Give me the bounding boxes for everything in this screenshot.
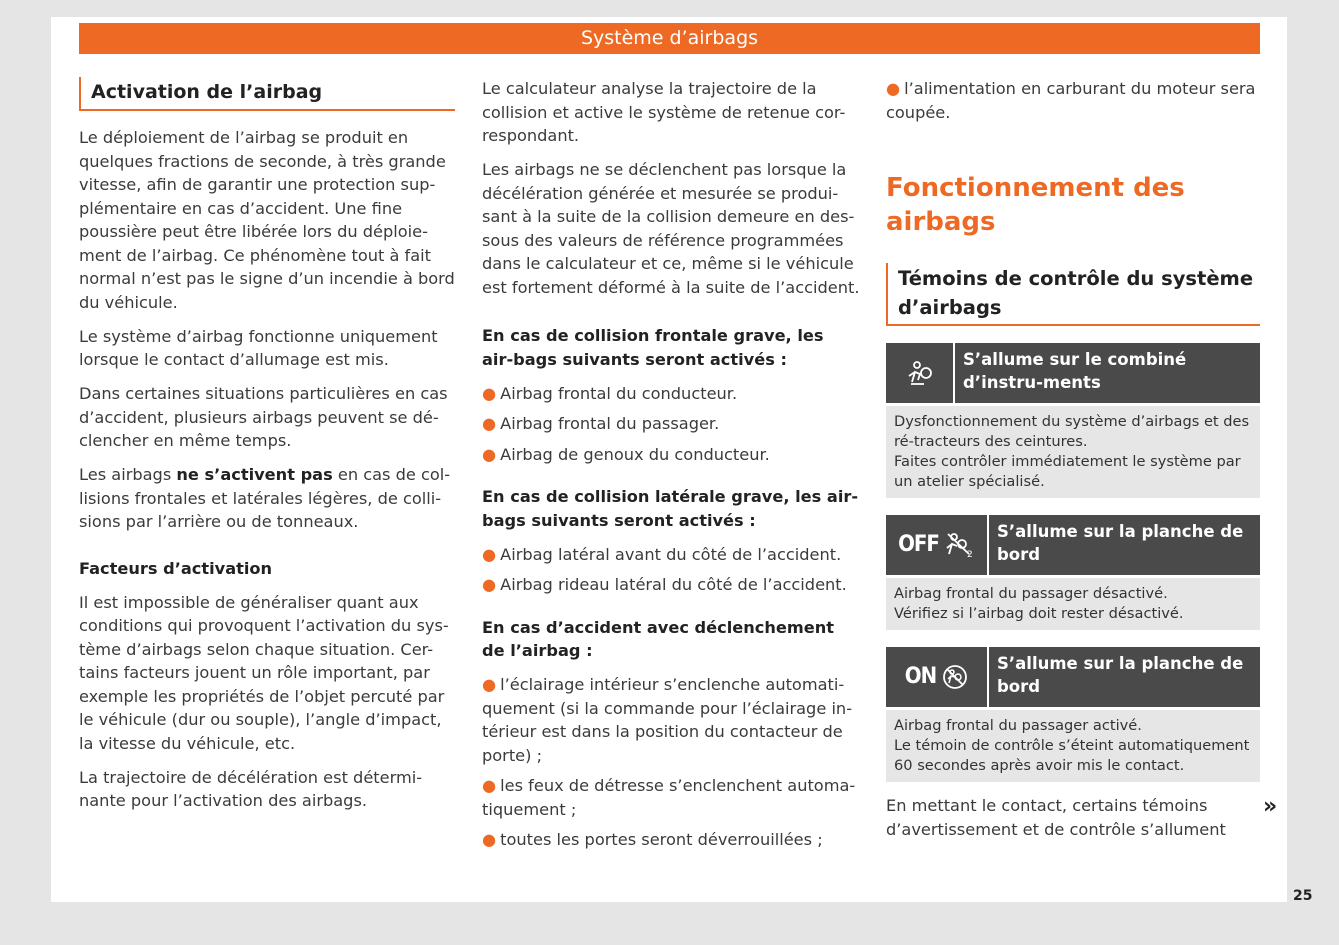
list-item: ● toutes les portes seront déverrouillées ; [482,830,823,849]
bullet-icon: ● [482,444,497,464]
continue-icon: » [1263,794,1278,819]
list-lateral [482,543,860,597]
svg-text:2: 2 [966,550,973,558]
list-item: ● Airbag de genoux du conducteur. [482,444,770,464]
list-item: ● Airbag latéral avant du côté de l’accident. [482,544,842,564]
column-3 [886,77,1260,852]
emphasis: ne s’activent pas [176,465,333,484]
paragraph: Il est impossible de généraliser quant aux conditions qui provoquent l’activation du sys-tème d’airbags selon chaque situation. Cer-tains facteurs jouent un rôle important, par exemple les propriétés de l’objet percuté par le véhicule (dur ou souple), l’angle d’impact, la vitesse du véhicule, etc. [79,592,449,753]
heading-fonctionnement: Fonctionnement des airbags [886,173,1185,237]
row-title: S’allume sur la planche de bord [989,515,1260,575]
paragraph: Dans certaines situations particulières en cas d’accident, plusieurs airbags peuvent se dé-clencher en même temps. [79,384,448,450]
row-description: Airbag frontal du passager activé. Le témoin de contrôle s’éteint automatiquement 60 secondes après avoir mis le contact. [886,710,1260,782]
list-frontal [482,382,860,467]
bullet-icon: ● [482,675,497,694]
section-header-bar: Système d’airbags [79,23,1260,54]
heading-temoins: Témoins de contrôle du système d’airbags [886,263,1260,326]
bullet-icon: ● [482,830,497,849]
bullet-icon: ● [482,544,497,564]
paragraph [79,463,455,534]
warning-light-row [886,515,1260,630]
paragraph: Le déploiement de l’airbag se produit en quelques fractions de seconde, à très grande vitesse, afin de garantir une protection sup-plémentaire en cas d’accident. Une fine poussière peut être libérée lors du déploie-ment de l’airbag. Ce phénomène tout à fait normal n’est pas le signe d’un incendie à bord du véhicule. [79,128,455,312]
list-accident [482,673,860,852]
row-title: S’allume sur la planche de bord [989,647,1260,707]
list-item: ● Airbag frontal du passager. [482,414,720,433]
page-number: 25 [1293,888,1313,904]
warning-light-row [886,343,1260,498]
list-item: ● l’alimentation en carburant du moteur sera coupée. [886,79,1256,122]
passenger-airbag-on-icon: ON [886,647,989,707]
list-item: ● Airbag rideau latéral du côté de l’accident. [482,575,847,594]
paragraph: La trajectoire de décélération est détermi-nante pour l’activation des airbags. [79,767,423,810]
heading-activation: Activation de l’airbag [79,77,455,111]
list-item: ● Airbag frontal du conducteur. [482,383,738,403]
column-1 [79,77,455,823]
row-description: Dysfonctionnement du système d’airbags et des ré-tracteurs des ceintures. Faites contrôler immédiatement le système par un atelier spécialisé. [886,406,1260,498]
list-item: ● les feux de détresse s’enclenchent automa-tiquement ; [482,776,856,819]
subheading-facteurs: Facteurs d’activation [79,558,273,578]
paragraph: Le calculateur analyse la trajectoire de la collision et active le système de retenue cor-respondant. [482,79,846,145]
airbag-warning-icon [886,343,955,403]
row-description: Airbag frontal du passager désactivé. Vérifiez si l’airbag doit rester désactivé. [886,578,1260,630]
passenger-airbag-off-icon: OFF 2 [886,515,989,575]
subheading-accident: En cas d’accident avec déclenchement de l’airbag : [482,617,834,660]
row-title: S’allume sur le combiné d’instru-ments [955,343,1260,403]
column-2 [482,77,860,862]
paragraph: Les airbags ne se déclenchent pas lorsque la décélération générée et mesurée se produi-sant à la suite de la collision demeure en des-sous des valeurs de référence programmées dans le calculateur et ce, même si le véhicule est fortement déformé à la suite de l’accident. [482,160,860,297]
text: en cas de col-lisions frontales et latérales légères, de colli-sions par l’arrière ou de tonneaux. [79,465,451,531]
bullet-icon: ● [482,414,497,433]
text: Les airbags [79,465,177,484]
bullet-icon: ● [482,776,497,795]
warning-light-row [886,647,1260,782]
paragraph: Le système d’airbag fonctionne uniquement lorsque le contact d’allumage est mis. [79,326,438,369]
bullet-icon: ● [482,575,497,594]
list-item: ● l’éclairage intérieur s’enclenche automati-quement (si la commande pour l’éclairage in-térieur est dans la position du contacteur de porte) ; [482,675,853,765]
paragraph: En mettant le contact, certains témoins d’avertissement et de contrôle s’allument [886,796,1226,839]
bullet-icon: ● [482,383,497,403]
bullet-icon: ● [886,79,901,98]
subheading-frontal: En cas de collision frontale grave, les air-bags suivants seront activés : [482,326,824,369]
subheading-lateral: En cas de collision latérale grave, les air-bags suivants seront activés : [482,487,859,530]
